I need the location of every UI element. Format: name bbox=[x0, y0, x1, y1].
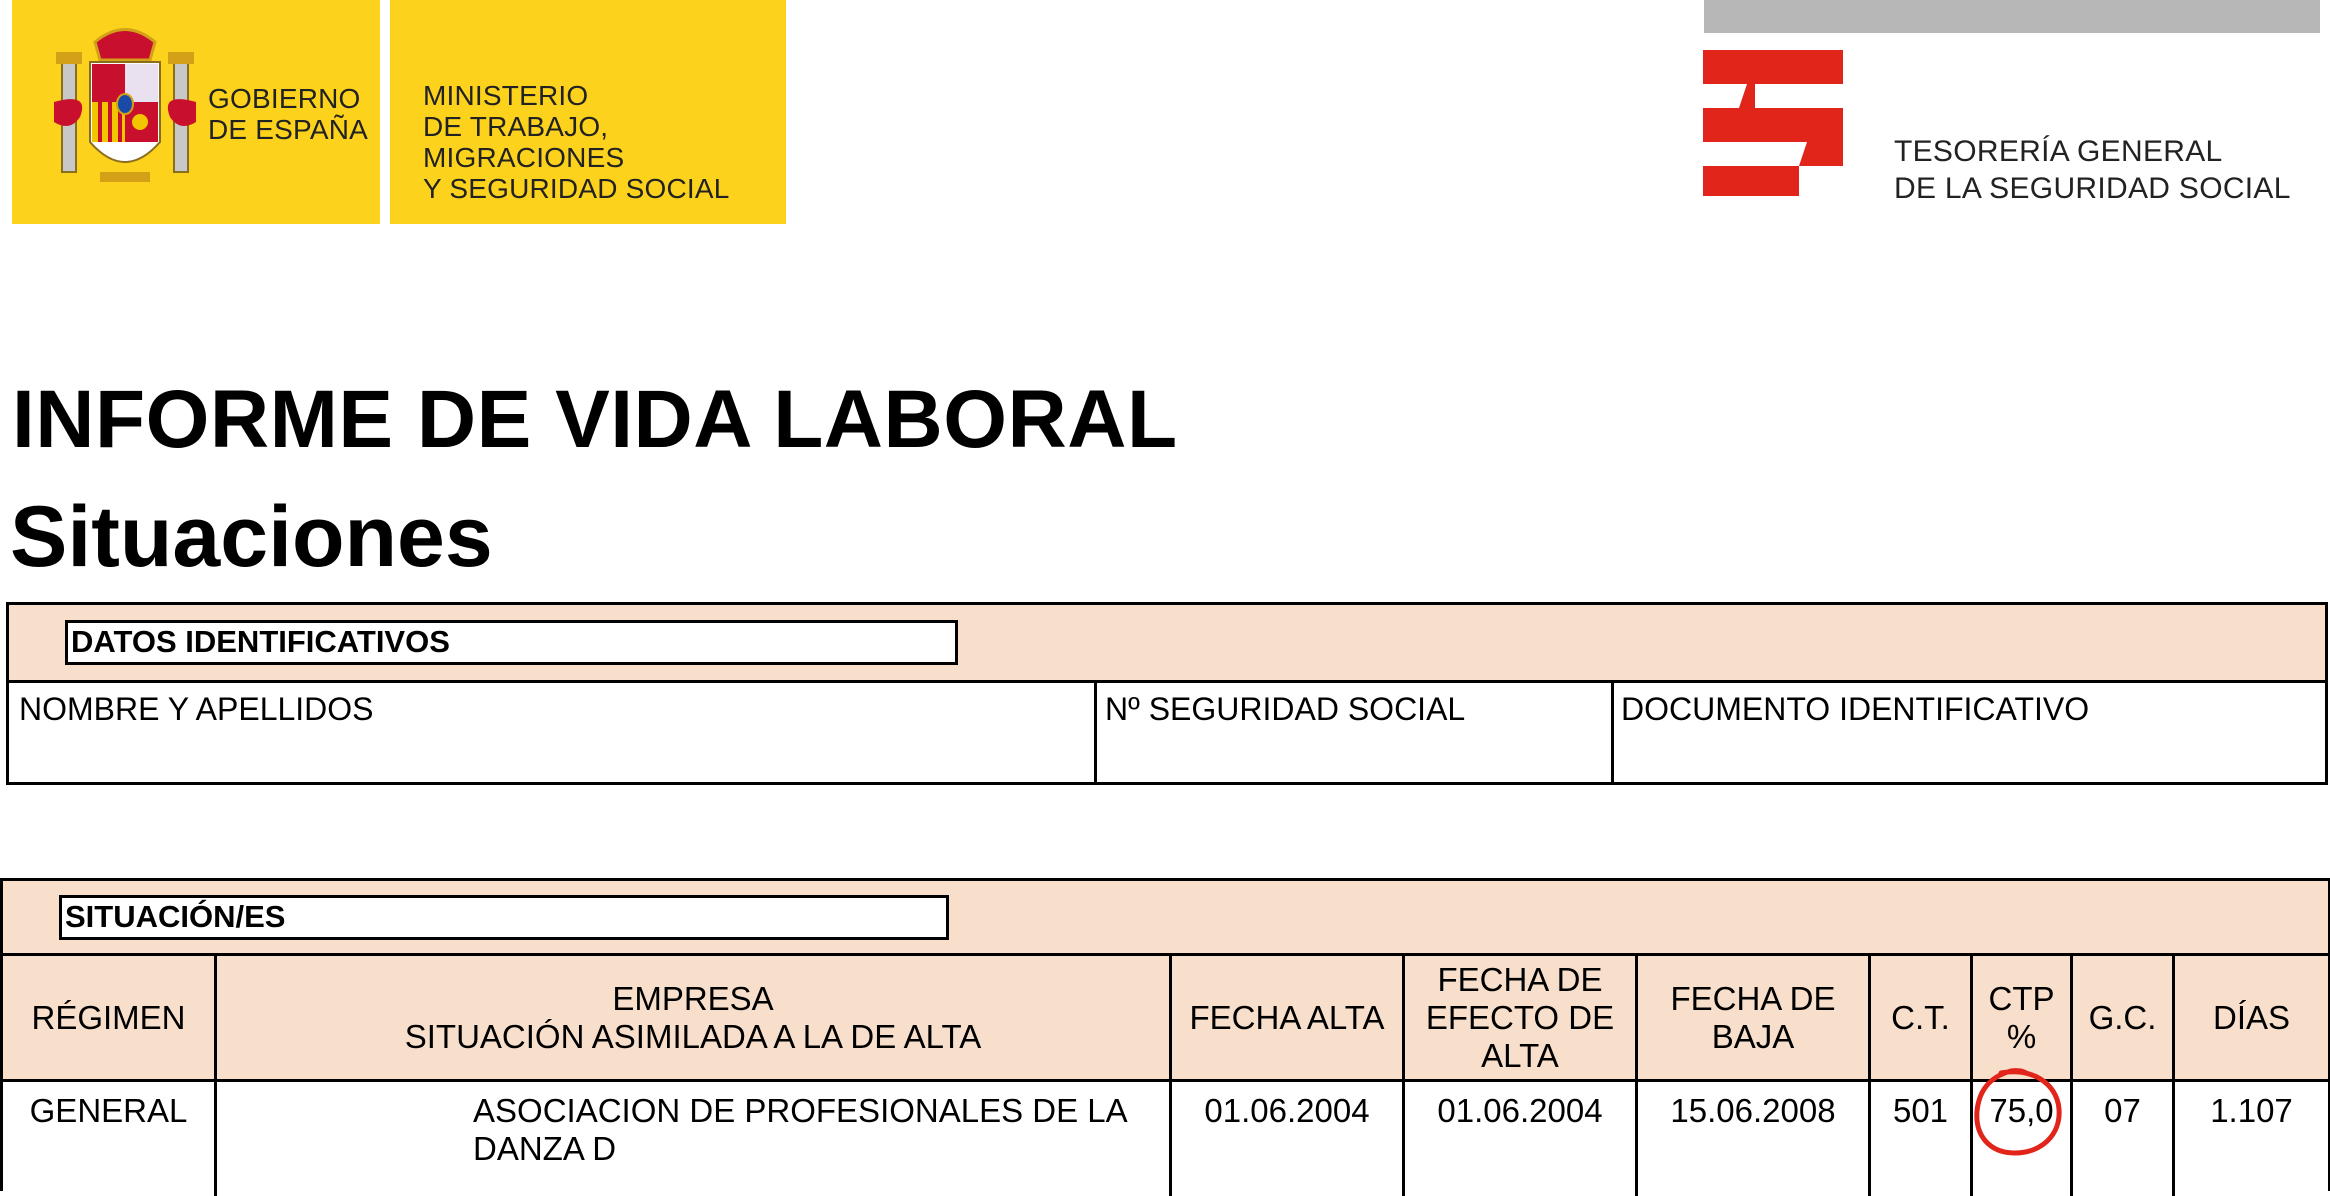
datos-section-label: DATOS IDENTIFICATIVOS bbox=[65, 620, 958, 665]
cell-fecha-efecto-alta: 01.06.2004 bbox=[1437, 1092, 1603, 1129]
highlight-circle bbox=[1971, 1065, 2063, 1157]
gobierno-logo-box bbox=[12, 0, 380, 224]
tesoreria-line1: TESORERÍA GENERAL bbox=[1894, 135, 2223, 168]
cell-ctp: 75,0 bbox=[1989, 1092, 2054, 1129]
col-header-empresa bbox=[217, 956, 1169, 1079]
col-header-regimen: RÉGIMEN bbox=[3, 956, 214, 1079]
cell-ct: 501 bbox=[1892, 1092, 1949, 1129]
nombre-apellidos-label: NOMBRE Y APELLIDOS bbox=[19, 691, 374, 727]
col-header-fecha-efecto-alta: FECHA DE EFECTO DE ALTA bbox=[1405, 956, 1635, 1079]
cell-fecha-alta: 01.06.2004 bbox=[1204, 1092, 1370, 1129]
ministerio-line1: MINISTERIO bbox=[423, 80, 589, 111]
cell-dias: 1.107 bbox=[2210, 1092, 2293, 1129]
ministerio-line3: Y SEGURIDAD SOCIAL bbox=[423, 173, 730, 204]
col-header-fecha-alta: FECHA ALTA bbox=[1172, 956, 1402, 1079]
col-header-empresa-line2: SITUACIÓN ASIMILADA A LA DE ALTA bbox=[404, 1017, 982, 1055]
documento-label: DOCUMENTO IDENTIFICATIVO bbox=[1621, 691, 2090, 727]
datos-identificativos-table bbox=[6, 602, 2328, 785]
col-header-ct: C.T. bbox=[1871, 956, 1970, 1079]
report-title: INFORME DE VIDA LABORAL bbox=[12, 374, 1178, 465]
col-header-gc: G.C. bbox=[2073, 956, 2172, 1079]
tgss-top-bar bbox=[1704, 0, 2320, 33]
cell-gc: 07 bbox=[2104, 1092, 2141, 1129]
tesoreria-line2: DE LA SEGURIDAD SOCIAL bbox=[1894, 172, 2291, 205]
cell-empresa: ASOCIACION DE PROFESIONALES DE LA DANZA D bbox=[473, 1092, 1126, 1167]
ministerio-line2: DE TRABAJO, MIGRACIONES bbox=[423, 111, 625, 173]
col-header-ctp: CTP % bbox=[1973, 956, 2070, 1079]
nss-label: Nº SEGURIDAD SOCIAL bbox=[1105, 691, 1466, 727]
col-header-dias: DÍAS bbox=[2175, 956, 2328, 1079]
cell-regimen: GENERAL bbox=[29, 1092, 188, 1129]
col-header-empresa-line1: EMPRESA bbox=[612, 979, 774, 1017]
gobierno-line2: DE ESPAÑA bbox=[208, 114, 368, 145]
report-subtitle: Situaciones bbox=[10, 489, 493, 585]
cell-fecha-baja: 15.06.2008 bbox=[1670, 1092, 1836, 1129]
tgss-logo-icon bbox=[1703, 50, 1843, 196]
col-header-fecha-baja: FECHA DE BAJA bbox=[1638, 956, 1868, 1079]
ministerio-logo-box bbox=[390, 0, 786, 224]
situaciones-section-label: SITUACIÓN/ES bbox=[59, 895, 949, 940]
gobierno-line1: GOBIERNO bbox=[208, 83, 361, 114]
coat-of-arms-icon bbox=[50, 22, 200, 194]
